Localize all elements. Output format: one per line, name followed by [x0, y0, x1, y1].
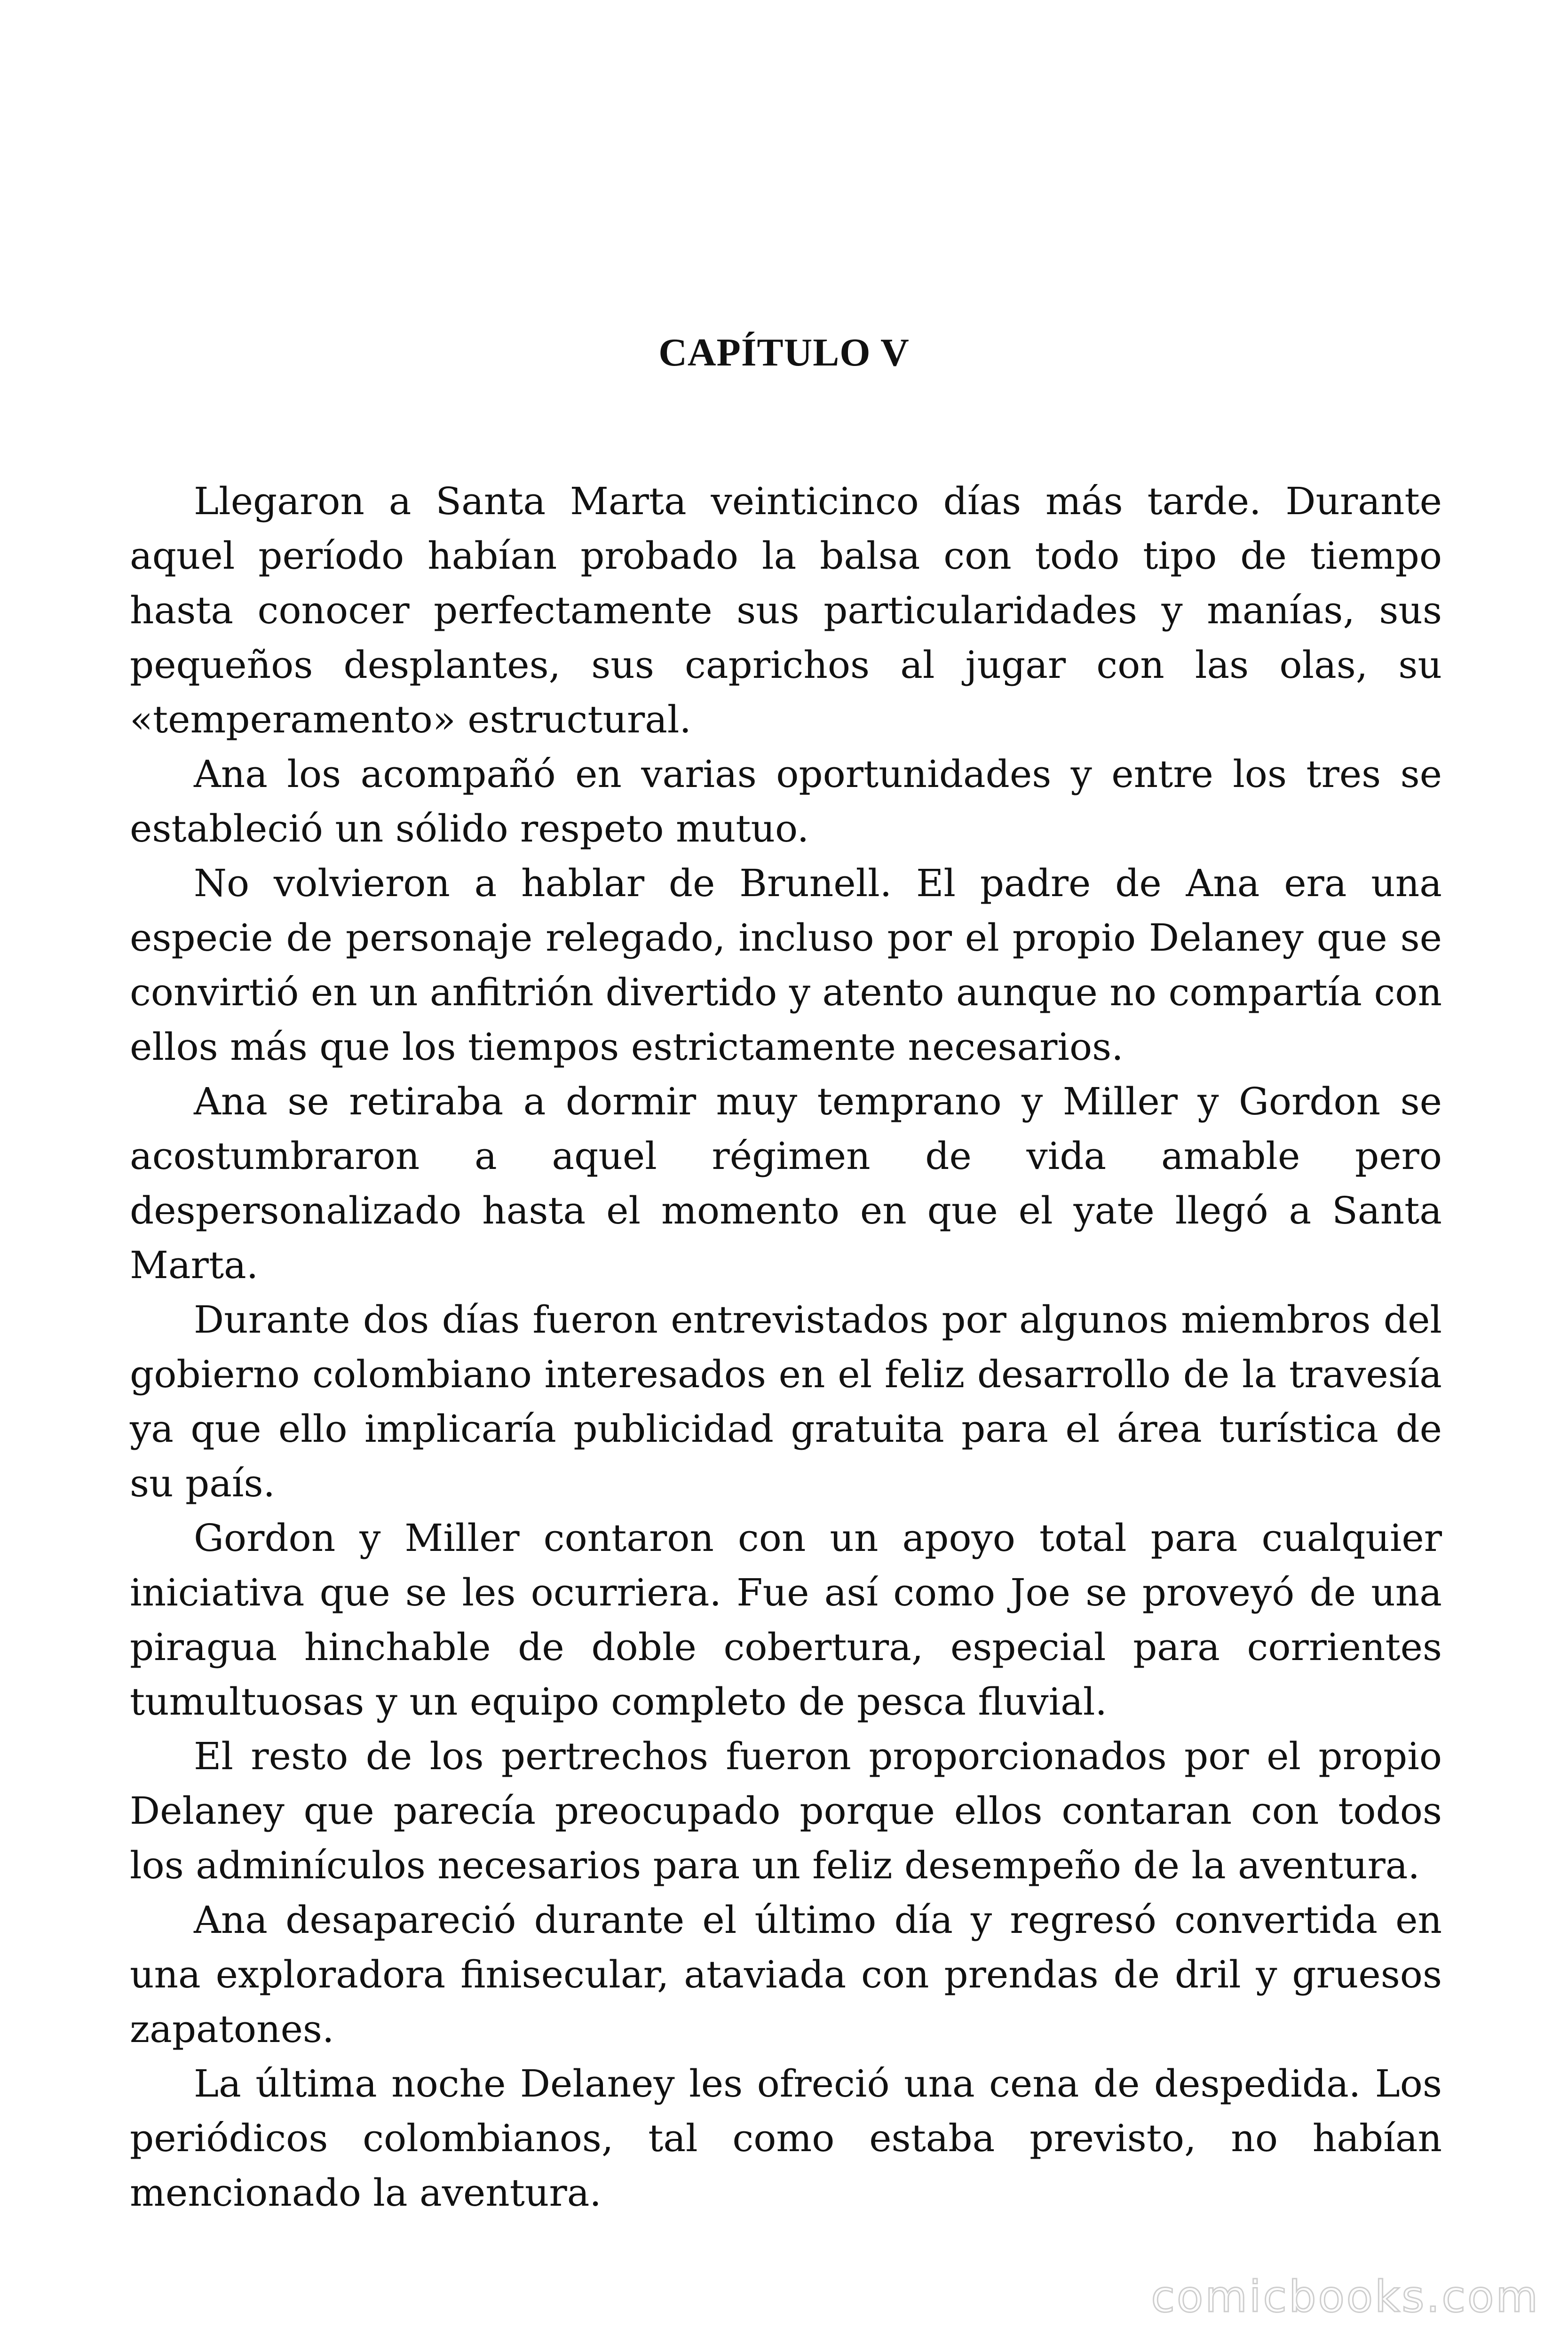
watermark: comicbooks.com [1151, 2272, 1540, 2322]
paragraph: No volvieron a hablar de Brunell. El padre de Ana era una especie de personaje relegado, incluso por el propio Delaney que se convirtió en un anfitrión divertido y atento aunque no compartía con ellos más que los tiempos estrictamente necesarios. [130, 861, 1442, 1069]
paragraph: La última noche Delaney les ofreció una cena de despedida. Los periódicos colombianos, tal como estaba previsto, no habían mencionado la aventura. [130, 2062, 1442, 2215]
chapter-title: CAPÍTULO V [658, 331, 910, 374]
paragraph: El resto de los pertrechos fueron proporcionados por el propio Delaney que parecía preocupado porque ellos contaran con todos los adminículos necesarios para un feliz desempeño de la aventura. [130, 1734, 1442, 1887]
paragraph: Ana los acompañó en varias oportunidades y entre los tres se estableció un sólido respeto mutuo. [130, 752, 1442, 850]
paragraph: Durante dos días fueron entrevistados por algunos miembros del gobierno colombiano interesados en el feliz desarrollo de la travesía ya que ello implicaría publicidad gratuita para el área turística de su país. [130, 1298, 1442, 1505]
paragraph: Ana desapareció durante el último día y regresó convertida en una exploradora finisecular, ataviada con prendas de dril y gruesos zapatones. [130, 1898, 1442, 2051]
chapter-body [130, 474, 1442, 2220]
paragraph: Gordon y Miller contaron con un apoyo total para cualquier iniciativa que se les ocurriera. Fue así como Joe se proveyó de una piragua hinchable de doble cobertura, especial para corrientes tumultuosas y un equipo completo de pesca fluvial. [130, 1516, 1442, 1724]
paragraph: Ana se retiraba a dormir muy temprano y Miller y Gordon se acostumbraron a aquel régimen de vida amable pero despersonalizado hasta el momento en que el yate llegó a Santa Marta. [130, 1080, 1442, 1287]
paragraph: Llegaron a Santa Marta veinticinco días más tarde. Durante aquel período habían probado la balsa con todo tipo de tiempo hasta conocer perfectamente sus particularidades y manías, sus pequeños desplantes, sus caprichos al jugar con las olas, su «temperamento» estructural. [130, 479, 1442, 741]
